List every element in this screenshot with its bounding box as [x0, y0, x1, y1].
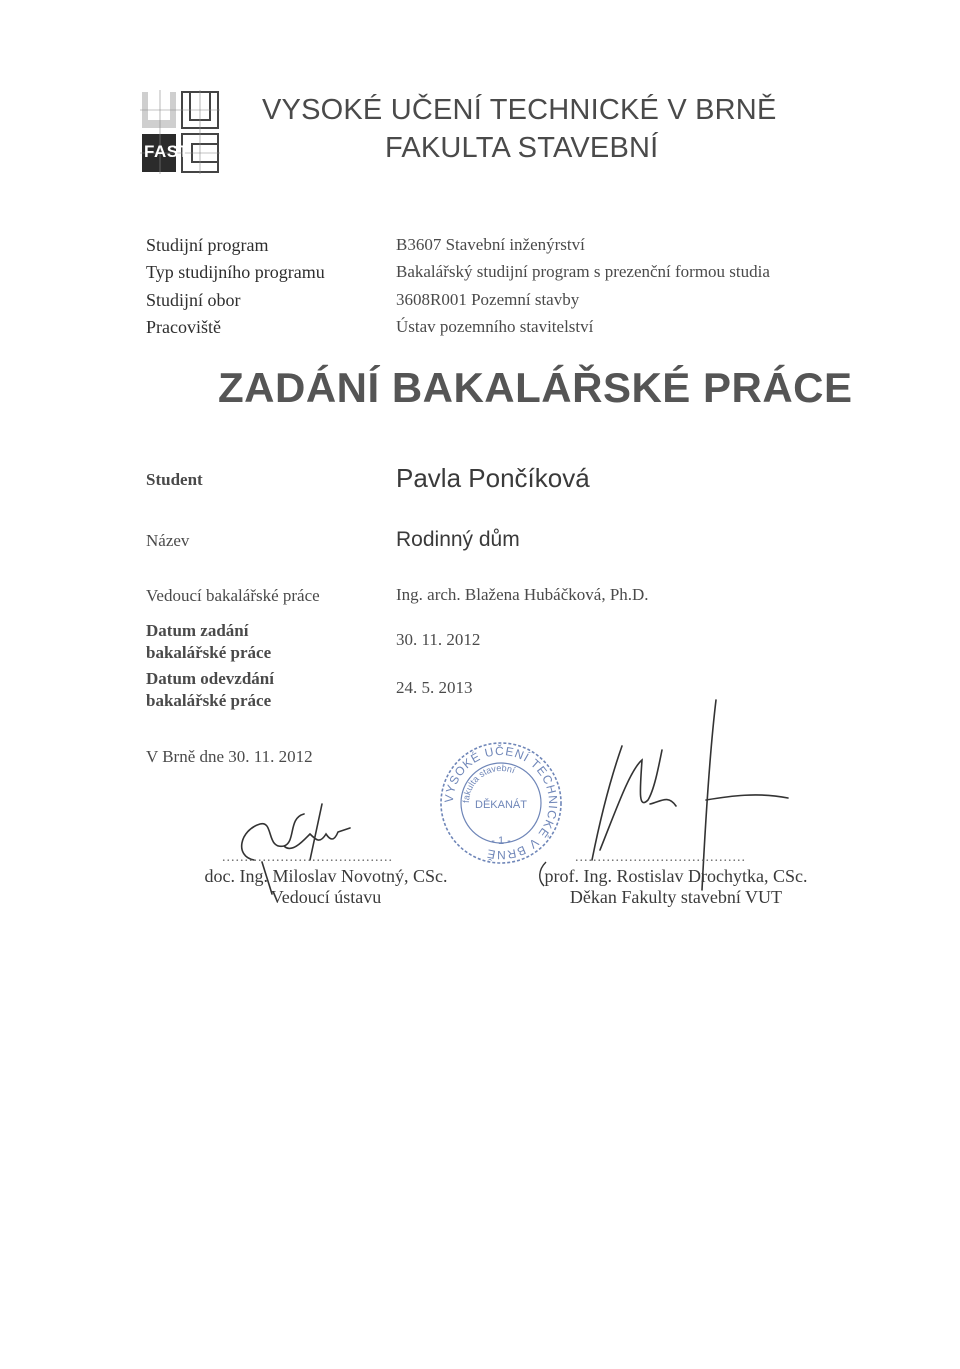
left-signatory-name: doc. Ing. Miloslav Novotný, CSc.	[204, 866, 448, 886]
assigned-date-label-line1: Datum zadání	[146, 621, 249, 640]
supervisor-label: Vedoucí bakalářské práce	[146, 586, 320, 605]
program-type-value: Bakalářský studijní program s prezenční formou studia	[396, 262, 770, 281]
department-value: Ústav pozemního stavitelství	[396, 317, 594, 336]
stamp-outer-text: VYSOKÉ UČENÍ TECHNICKÉ V BRNĚ	[441, 743, 561, 863]
university-name: VYSOKÉ UČENÍ TECHNICKÉ V BRNĚ	[262, 94, 777, 126]
supervisor-value: Ing. arch. Blažena Hubáčková, Ph.D.	[396, 585, 649, 604]
document-title: ZADÁNÍ BAKALÁŘSKÉ PRÁCE	[218, 364, 853, 411]
fast-logo	[140, 90, 220, 174]
place-date: V Brně dne 30. 11. 2012	[146, 747, 313, 766]
student-label: Student	[146, 470, 203, 489]
assigned-date-value: 30. 11. 2012	[396, 630, 481, 649]
submit-date-value: 24. 5. 2013	[396, 678, 473, 697]
stamp-inner-text: fakulta stavební	[460, 762, 517, 804]
department-label: Pracoviště	[146, 317, 221, 337]
left-signatory-role: Vedoucí ústavu	[270, 887, 382, 907]
logo-text: FAST	[144, 142, 190, 161]
right-signature-line: ......................................	[575, 850, 746, 865]
program-label: Studijní program	[146, 235, 269, 255]
title-value: Rodinný dům	[396, 528, 520, 551]
program-type-label: Typ studijního programu	[146, 262, 325, 282]
left-signature-line: ......................................	[222, 850, 393, 865]
field-value: 3608R001 Pozemní stavby	[396, 290, 580, 309]
stamp-number: - 1 -	[491, 835, 511, 847]
title-label: Název	[146, 531, 190, 550]
assigned-date-label-line2: bakalářské práce	[146, 643, 272, 662]
faculty-name: FAKULTA STAVEBNÍ	[385, 132, 659, 164]
submit-date-label-line2: bakalářské práce	[146, 691, 272, 710]
program-value: B3607 Stavební inženýrství	[396, 235, 585, 254]
right-signatory-role: Děkan Fakulty stavební VUT	[569, 887, 783, 907]
right-signatory-name: prof. Ing. Rostislav Drochytka, CSc.	[544, 866, 808, 886]
submit-date-label	[146, 668, 274, 712]
stamp-center-text: DĚKANÁT	[475, 799, 527, 811]
assigned-date-label	[146, 620, 271, 664]
field-label: Studijní obor	[146, 290, 241, 310]
student-value: Pavla Pončíková	[396, 463, 590, 493]
submit-date-label-line1: Datum odevzdání	[146, 669, 274, 688]
